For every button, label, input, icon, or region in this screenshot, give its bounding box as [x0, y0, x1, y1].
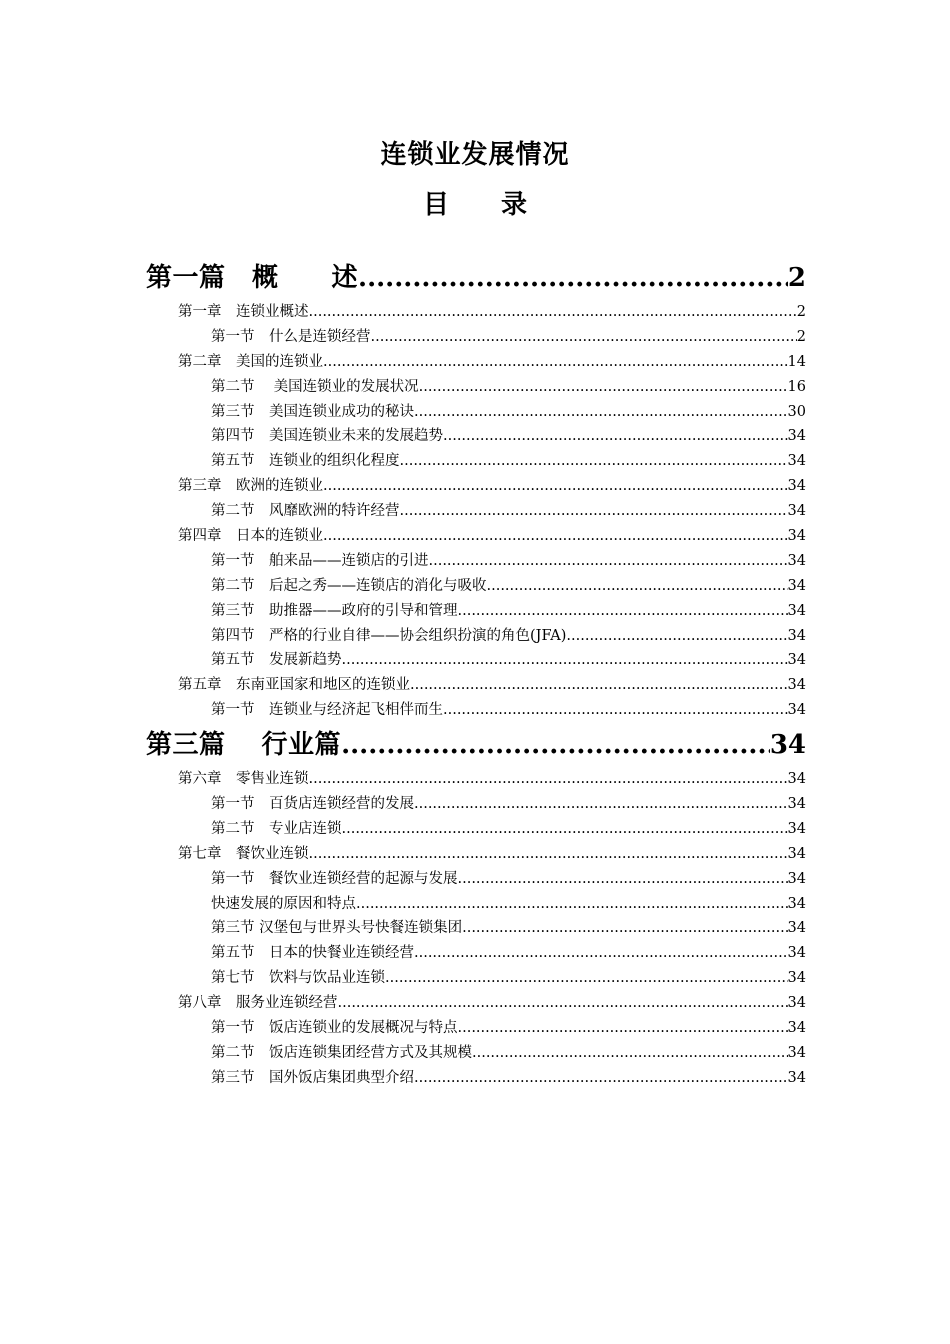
toc-entry-part[interactable] — [146, 723, 806, 767]
toc-page-number: 34 — [787, 796, 806, 813]
toc-entry-section[interactable] — [146, 449, 806, 474]
toc-entry-section[interactable] — [146, 599, 806, 624]
toc-entry-label: 第三节 国外饭店集团典型介绍 — [211, 1069, 414, 1086]
toc-entry-chapter[interactable] — [146, 842, 806, 867]
toc-dot-leader — [462, 916, 787, 941]
toc-entry-label: 第一章 连锁业概述 — [178, 304, 309, 320]
toc-page-number: 2 — [796, 328, 806, 345]
toc-page-number: 2 — [796, 304, 806, 320]
toc-entry-label: 第一节 舶来品——连锁店的引进 — [211, 552, 429, 569]
toc-entry-label: 第五节 连锁业的组织化程度 — [211, 453, 400, 470]
toc-page-number: 2 — [787, 263, 806, 293]
toc-dot-leader — [458, 599, 788, 624]
toc-page-number: 34 — [787, 453, 806, 470]
toc-entry-label: 第七节 饮料与饮品业连锁 — [211, 970, 385, 987]
toc-entry-label: 第二节 饭店连锁集团经营方式及其规模 — [211, 1044, 472, 1061]
toc-page-number: 34 — [787, 677, 806, 694]
toc-page-number: 34 — [787, 945, 806, 962]
toc-page-number: 34 — [787, 870, 806, 887]
toc-entry-label: 第三篇 行业篇 — [146, 730, 342, 761]
toc-entry-label: 第一节 什么是连锁经营 — [211, 328, 371, 345]
toc-entry-label: 第三节 美国连锁业成功的秘诀 — [211, 403, 414, 420]
table-of-contents — [146, 256, 806, 1091]
toc-entry-label: 第四节 严格的行业自律——协会组织扮演的角色(JFA) — [211, 627, 567, 644]
toc-dot-leader — [414, 1066, 788, 1091]
toc-dot-leader — [443, 424, 788, 449]
toc-dot-leader — [566, 624, 787, 649]
toc-page-number: 34 — [787, 577, 806, 594]
toc-page-number: 34 — [787, 602, 806, 619]
toc-page-number: 34 — [787, 1044, 806, 1061]
toc-entry-label: 第八章 服务业连锁经营 — [178, 995, 338, 1012]
toc-entry-section[interactable] — [146, 1016, 806, 1041]
toc-dot-leader — [410, 673, 788, 698]
toc-entry-label: 第二节 后起之秀——连锁店的消化与吸收 — [211, 577, 487, 594]
toc-entry-chapter[interactable] — [146, 524, 806, 549]
toc-dot-leader — [472, 1041, 788, 1066]
toc-entry-label: 第五章 东南亚国家和地区的连锁业 — [178, 677, 410, 694]
toc-dot-leader — [309, 767, 788, 792]
toc-dot-leader — [309, 300, 797, 325]
toc-page-number: 34 — [787, 528, 806, 545]
toc-entry-chapter[interactable] — [146, 300, 806, 325]
toc-page-number: 34 — [769, 730, 806, 761]
toc-dot-leader — [338, 991, 788, 1016]
toc-entry-label: 第二章 美国的连锁业 — [178, 353, 323, 370]
toc-entry-label: 第五节 日本的快餐业连锁经营 — [211, 945, 414, 962]
toc-page-number: 34 — [787, 503, 806, 520]
toc-dot-leader — [371, 325, 797, 350]
document-title: 连锁业发展情况 — [380, 140, 570, 170]
toc-dot-leader — [414, 941, 788, 966]
toc-entry-label: 第一节 连锁业与经济起飞相伴而生 — [211, 702, 443, 719]
toc-entry-chapter[interactable] — [146, 673, 806, 698]
toc-entry-label: 第一节 饭店连锁业的发展概况与特点 — [211, 1020, 458, 1037]
toc-page-number: 16 — [787, 378, 806, 395]
toc-entry-label: 第三节 汉堡包与世界头号快餐连锁集团 — [211, 920, 463, 937]
toc-entry-label: 第一节 餐饮业连锁经营的起源与发展 — [211, 870, 458, 887]
toc-entry-section[interactable] — [146, 325, 806, 350]
toc-page-number: 34 — [787, 428, 806, 445]
toc-dot-leader — [323, 350, 788, 375]
toc-dot-leader — [342, 817, 788, 842]
toc-page-number: 34 — [787, 652, 806, 669]
toc-page-number: 34 — [787, 970, 806, 987]
toc-dot-leader — [443, 698, 788, 723]
toc-page-number: 34 — [787, 552, 806, 569]
toc-entry-label: 第五节 发展新趋势 — [211, 652, 342, 669]
toc-dot-leader — [385, 966, 788, 991]
toc-heading: 目 录 — [422, 190, 527, 220]
toc-entry-label: 第三节 助推器——政府的引导和管理 — [211, 602, 458, 619]
toc-entry-label: 快速发展的原因和特点 — [211, 895, 356, 912]
toc-entry-label: 第二节 风靡欧洲的特许经营 — [211, 503, 400, 520]
toc-page-number: 34 — [787, 627, 806, 644]
toc-entry-section[interactable] — [146, 375, 806, 400]
toc-entry-subline[interactable] — [146, 892, 806, 917]
toc-entry-section[interactable] — [146, 867, 806, 892]
toc-entry-label: 第四节 美国连锁业未来的发展趋势 — [211, 428, 443, 445]
toc-entry-section[interactable] — [146, 966, 806, 991]
toc-dot-leader — [458, 867, 788, 892]
toc-page-number: 34 — [787, 771, 806, 788]
toc-entry-label: 第二节 专业店连锁 — [211, 820, 342, 837]
toc-entry-section[interactable] — [146, 941, 806, 966]
toc-entry-section[interactable] — [146, 424, 806, 449]
toc-page-number: 34 — [787, 702, 806, 719]
toc-entry-section[interactable] — [146, 698, 806, 723]
toc-dot-leader — [323, 524, 788, 549]
toc-dot-leader — [356, 892, 788, 917]
toc-dot-leader — [323, 474, 788, 499]
toc-dot-leader — [341, 723, 770, 767]
toc-entry-section[interactable] — [146, 648, 806, 673]
toc-entry-chapter[interactable] — [146, 767, 806, 792]
toc-entry-section[interactable] — [146, 1041, 806, 1066]
toc-dot-leader — [458, 1016, 788, 1041]
toc-page-number: 34 — [787, 1069, 806, 1086]
toc-entry-section[interactable] — [146, 916, 806, 941]
toc-entry-section[interactable] — [146, 624, 806, 649]
toc-entry-label: 第三章 欧洲的连锁业 — [178, 478, 323, 495]
toc-dot-leader — [414, 792, 788, 817]
toc-entry-section[interactable] — [146, 549, 806, 574]
toc-dot-leader — [358, 256, 788, 300]
toc-entry-section[interactable] — [146, 792, 806, 817]
toc-entry-label: 第一篇 概 述 — [146, 263, 359, 293]
toc-dot-leader — [309, 842, 788, 867]
toc-entry-chapter[interactable] — [146, 474, 806, 499]
toc-page-number: 34 — [787, 995, 806, 1012]
toc-entry-label: 第一节 百货店连锁经营的发展 — [211, 796, 414, 813]
toc-entry-chapter[interactable] — [146, 350, 806, 375]
toc-entry-label: 第六章 零售业连锁 — [178, 771, 309, 788]
toc-entry-label: 第七章 餐饮业连锁 — [178, 845, 309, 862]
toc-entry-label: 第二节 美国连锁业的发展状况 — [211, 378, 419, 395]
toc-entry-section[interactable] — [146, 817, 806, 842]
toc-page-number: 30 — [787, 403, 806, 420]
toc-dot-leader — [342, 648, 788, 673]
toc-entry-section[interactable] — [146, 1066, 806, 1091]
toc-entry-label: 第四章 日本的连锁业 — [178, 528, 323, 545]
toc-dot-leader — [414, 400, 788, 425]
toc-dot-leader — [400, 449, 788, 474]
toc-page-number: 14 — [787, 353, 806, 370]
toc-page-number: 34 — [787, 920, 806, 937]
toc-dot-leader — [487, 574, 788, 599]
toc-dot-leader — [429, 549, 788, 574]
toc-page-number: 34 — [787, 820, 806, 837]
toc-page-number: 34 — [787, 1020, 806, 1037]
toc-page-number: 34 — [787, 895, 806, 912]
toc-entry-section[interactable] — [146, 499, 806, 524]
toc-page-number: 34 — [787, 478, 806, 495]
toc-page-number: 34 — [787, 845, 806, 862]
toc-entry-part[interactable] — [146, 256, 806, 300]
toc-entry-section[interactable] — [146, 400, 806, 425]
toc-dot-leader — [419, 375, 788, 400]
toc-dot-leader — [400, 499, 788, 524]
toc-entry-chapter[interactable] — [146, 991, 806, 1016]
toc-entry-section[interactable] — [146, 574, 806, 599]
